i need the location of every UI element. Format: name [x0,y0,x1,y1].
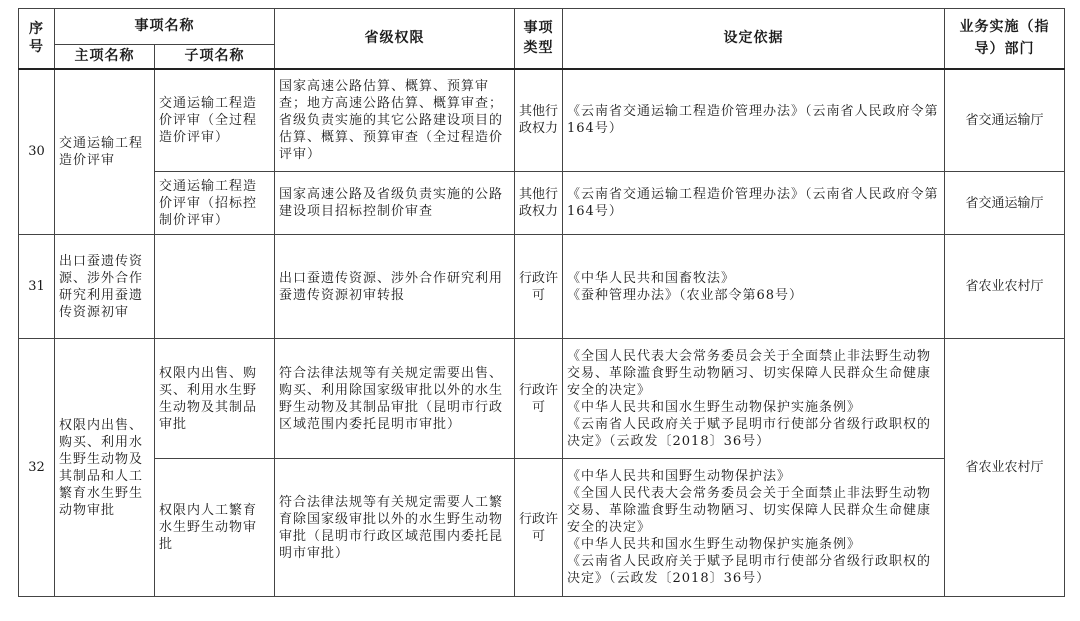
row30-sub1-basis: 《云南省交通运输工程造价管理办法》（云南省人民政府令第164号） [563,69,945,172]
row32-sub2-basis-line4: 《云南省人民政府关于赋予昆明市行使部分省级行政职权的决定》（云政发〔2018〕36号） [567,554,932,586]
row30-sub1-dept: 省交通运输厅 [945,69,1065,172]
row31-seq: 31 [19,235,55,339]
row30-sub2-dept: 省交通运输厅 [945,172,1065,235]
row30-sub1-name: 交通运输工程造价评审（全过程造价评审） [155,69,275,172]
row32-sub1-type: 行政许可 [515,339,563,459]
row32-sub2-basis-line2: 《全国人民代表大会常务委员会关于全面禁止非法野生动物交易、革除滥食野生动物陋习、切实保障人民群众生命健康安全的决定》 [567,486,932,535]
row31-dept: 省农业农村厅 [945,235,1065,339]
row31-type: 行政许可 [515,235,563,339]
row32-sub1-basis-line2: 《中华人民共和国水生野生动物保护实施条例》 [567,399,862,415]
row32-dept: 省农业农村厅 [945,339,1065,597]
header-main-name: 主项名称 [55,45,155,69]
row31-basis-line2: 《蚕种管理办法》（农业部令第68号） [567,287,804,303]
header-type: 事项类型 [515,9,563,69]
row32-sub2-basis-line3: 《中华人民共和国水生野生动物保护实施条例》 [567,537,862,552]
row30-sub2-name: 交通运输工程造价评审（招标控制价评审） [155,172,275,235]
row31-basis-line1: 《中华人民共和国畜牧法》 [567,270,736,286]
header-seq: 序号 [19,9,55,69]
row31-main-name: 出口蚕遗传资源、涉外合作研究利用蚕遗传资源初审 [55,235,155,339]
header-sub-name: 子项名称 [155,45,275,69]
row32-sub1-basis [563,339,945,459]
row30-sub2-basis: 《云南省交通运输工程造价管理办法》（云南省人民政府令第164号） [563,172,945,235]
header-item-name: 事项名称 [55,9,275,45]
regulation-table [18,8,1065,597]
row30-main-name: 交通运输工程造价评审 [55,69,155,235]
row32-sub2-basis [563,459,945,597]
row32-sub1-name: 权限内出售、购买、利用水生野生动物及其制品审批 [155,339,275,459]
row32-main-name: 权限内出售、购买、利用水生野生动物及其制品和人工繁育水生野生动物审批 [55,339,155,597]
row30-seq: 30 [19,69,55,235]
header-basis: 设定依据 [563,9,945,69]
row30-sub1-authority: 国家高速公路估算、概算、预算审查；地方高速公路估算、概算审查；省级负责实施的其它公路建设项目的估算、概算、预算审查（全过程造价评审） [275,69,515,172]
row32-sub2-basis-line1: 《中华人民共和国野生动物保护法》 [567,469,792,484]
row32-sub2-type: 行政许可 [515,459,563,597]
row32-seq: 32 [19,339,55,597]
row32-sub2-authority: 符合法律法规等有关规定需要人工繁育除国家级审批以外的水生野生动物审批（昆明市行政区域范围内委托昆明市审批） [275,459,515,597]
row32-sub1-authority: 符合法律法规等有关规定需要出售、购买、利用除国家级审批以外的水生野生动物及其制品审批（昆明市行政区域范围内委托昆明市审批） [275,339,515,459]
row31-basis [563,235,945,339]
row32-sub2-name: 权限内人工繁育水生野生动物审批 [155,459,275,597]
row32-sub1-basis-line3: 《云南省人民政府关于赋予昆明市行使部分省级行政职权的决定》（云政发〔2018〕36号） [567,416,932,449]
row30-sub2-authority: 国家高速公路及省级负责实施的公路建设项目招标控制价审查 [275,172,515,235]
header-authority: 省级权限 [275,9,515,69]
row30-sub1-type: 其他行政权力 [515,69,563,172]
header-dept: 业务实施（指导）部门 [945,9,1065,69]
row31-authority: 出口蚕遗传资源、涉外合作研究利用蚕遗传资源初审转报 [275,235,515,339]
row32-sub1-basis-line1: 《全国人民代表大会常务委员会关于全面禁止非法野生动物交易、革除滥食野生动物陋习、切实保障人民群众生命健康安全的决定》 [567,348,932,398]
row31-sub-name [155,235,275,339]
row30-sub2-type: 其他行政权力 [515,172,563,235]
